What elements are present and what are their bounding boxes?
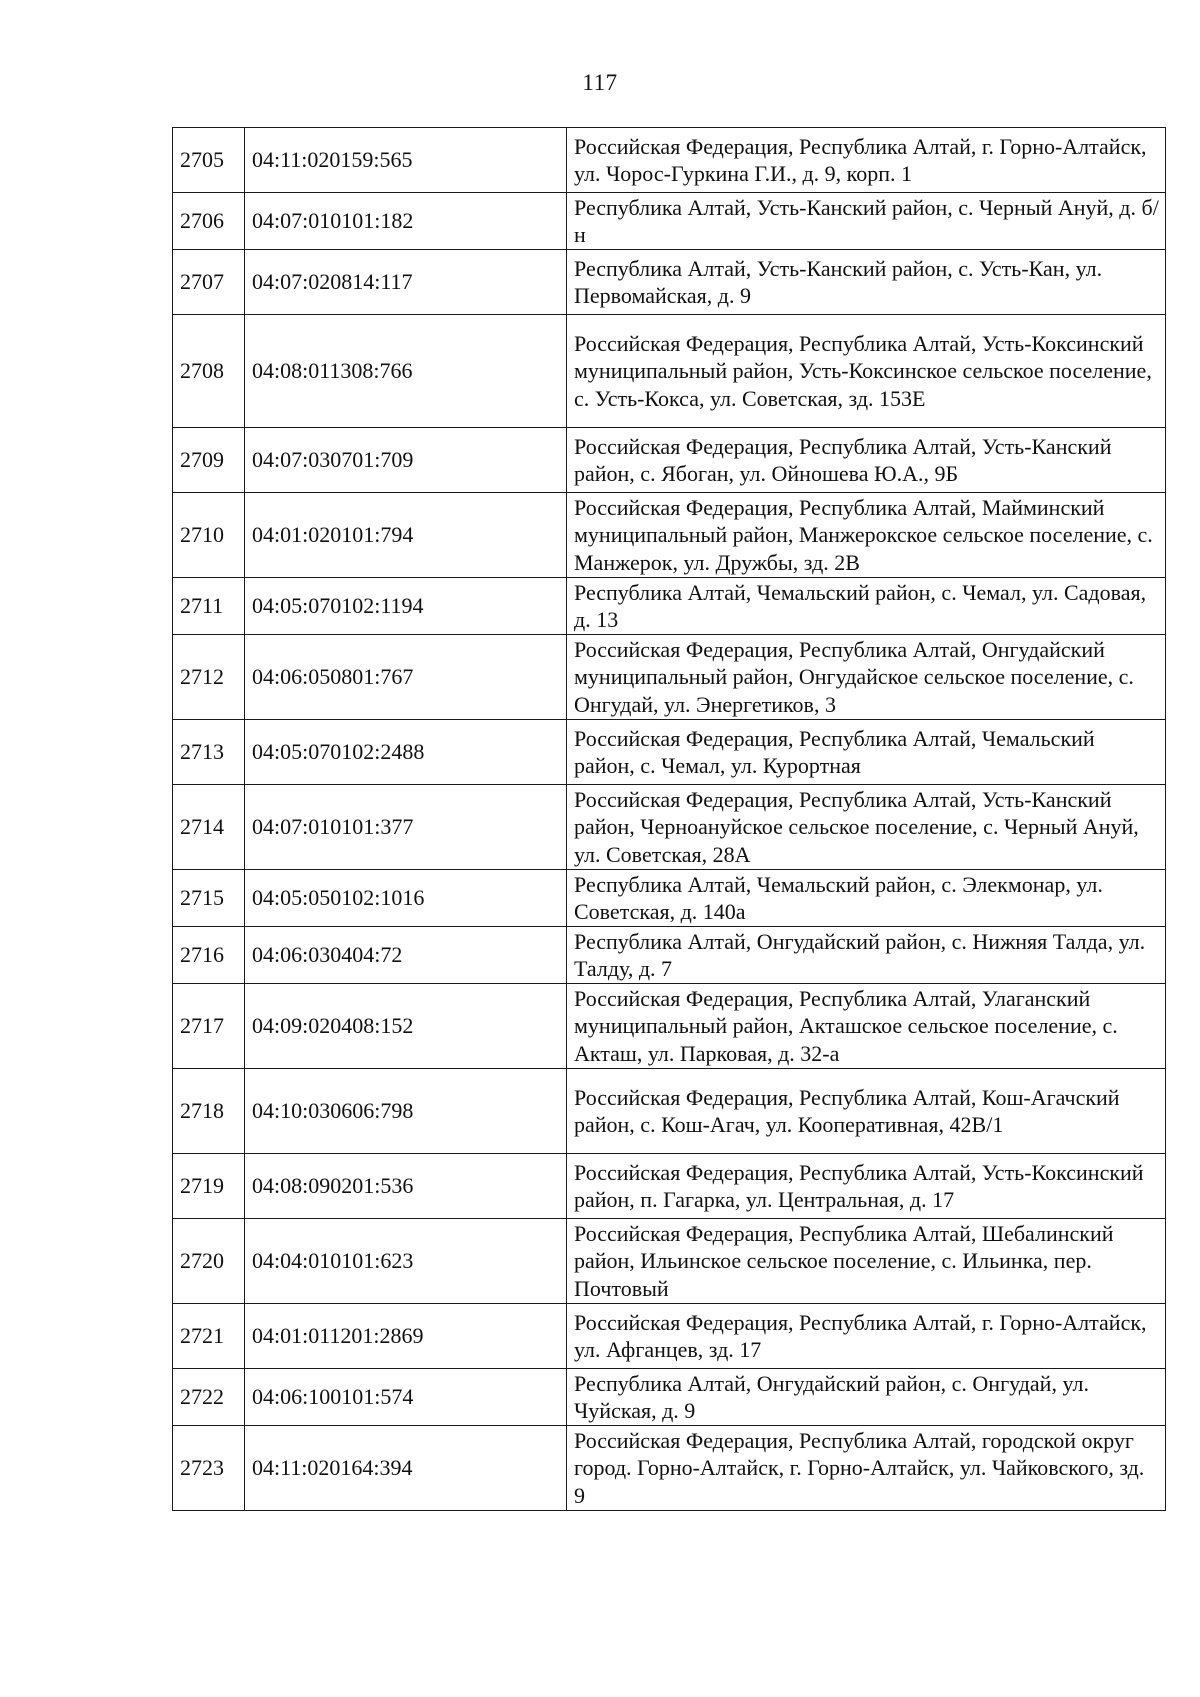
address: Российская Федерация, Республика Алтай, Усть-Коксинский район, п. Гагарка, ул. Центральная, д. 17 [567,1154,1166,1219]
address: Республика Алтай, Чемальский район, с. Чемал, ул. Садовая, д. 13 [567,578,1166,635]
cadastral-number: 04:07:030701:709 [245,428,567,493]
table-row [173,870,1166,927]
table-row [173,1426,1166,1511]
cadastral-number: 04:06:050801:767 [245,635,567,720]
cadastral-number: 04:08:011308:766 [245,315,567,428]
address: Российская Федерация, Республика Алтай, городской округ город. Горно-Алтайск, г. Горно-Алтайск, ул. Чайковского, зд. 9 [567,1426,1166,1511]
cadastral-number: 04:11:020164:394 [245,1426,567,1511]
table-row [173,578,1166,635]
table-row [173,128,1166,193]
row-number: 2719 [173,1154,245,1219]
registry-table [172,127,1166,1511]
cadastral-number: 04:08:090201:536 [245,1154,567,1219]
row-number: 2708 [173,315,245,428]
address: Российская Федерация, Республика Алтай, Улаганский муниципальный район, Акташское сельское поселение, с. Акташ, ул. Парковая, д. 32-а [567,984,1166,1069]
row-number: 2718 [173,1069,245,1154]
row-number: 2720 [173,1219,245,1304]
address: Республика Алтай, Онгудайский район, с. Онгудай, ул. Чуйская, д. 9 [567,1369,1166,1426]
table-row [173,1069,1166,1154]
row-number: 2706 [173,193,245,250]
address: Российская Федерация, Республика Алтай, Майминский муниципальный район, Манжерокское сельское поселение, с. Манжерок, ул. Дружбы, зд. 2В [567,493,1166,578]
table-row [173,493,1166,578]
row-number: 2712 [173,635,245,720]
address: Российская Федерация, Республика Алтай, Усть-Канский район, Черноануйское сельское поселение, с. Черный Ануй, ул. Советская, 28А [567,785,1166,870]
cadastral-number: 04:06:100101:574 [245,1369,567,1426]
registry-table-body [173,128,1166,1511]
table-row [173,984,1166,1069]
cadastral-number: 04:05:070102:1194 [245,578,567,635]
cadastral-number: 04:11:020159:565 [245,128,567,193]
table-row [173,1304,1166,1369]
cadastral-number: 04:07:010101:377 [245,785,567,870]
cadastral-number: 04:01:020101:794 [245,493,567,578]
table-row [173,315,1166,428]
row-number: 2717 [173,984,245,1069]
address: Республика Алтай, Онгудайский район, с. Нижняя Талда, ул. Талду, д. 7 [567,927,1166,984]
row-number: 2722 [173,1369,245,1426]
address: Российская Федерация, Республика Алтай, г. Горно-Алтайск, ул. Чорос-Гуркина Г.И., д. 9, корп. 1 [567,128,1166,193]
cadastral-number: 04:10:030606:798 [245,1069,567,1154]
address: Российская Федерация, Республика Алтай, Онгудайский муниципальный район, Онгудайское сельское поселение, с. Онгудай, ул. Энергетиков, 3 [567,635,1166,720]
address: Российская Федерация, Республика Алтай, Усть-Канский район, с. Ябоган, ул. Ойношева Ю.А., 9Б [567,428,1166,493]
table-row [173,1154,1166,1219]
address: Российская Федерация, Республика Алтай, Кош-Агачский район, с. Кош-Агач, ул. Кооперативная, 42В/1 [567,1069,1166,1154]
cadastral-number: 04:04:010101:623 [245,1219,567,1304]
table-row [173,1219,1166,1304]
table-row [173,250,1166,315]
table-row [173,193,1166,250]
cadastral-number: 04:09:020408:152 [245,984,567,1069]
table-row [173,635,1166,720]
address: Республика Алтай, Усть-Канский район, с. Черный Ануй, д. б/н [567,193,1166,250]
row-number: 2716 [173,927,245,984]
cadastral-number: 04:07:010101:182 [245,193,567,250]
row-number: 2711 [173,578,245,635]
address: Республика Алтай, Чемальский район, с. Элекмонар, ул. Советская, д. 140а [567,870,1166,927]
address: Российская Федерация, Республика Алтай, Шебалинский район, Ильинское сельское поселение, с. Ильинка, пер. Почтовый [567,1219,1166,1304]
row-number: 2709 [173,428,245,493]
address: Республика Алтай, Усть-Канский район, с. Усть-Кан, ул. Первомайская, д. 9 [567,250,1166,315]
cadastral-number: 04:05:070102:2488 [245,720,567,785]
cadastral-number: 04:01:011201:2869 [245,1304,567,1369]
table-row [173,927,1166,984]
page-number: 117 [582,70,618,95]
row-number: 2705 [173,128,245,193]
cadastral-number: 04:06:030404:72 [245,927,567,984]
row-number: 2715 [173,870,245,927]
address: Российская Федерация, Республика Алтай, Чемальский район, с. Чемал, ул. Курортная [567,720,1166,785]
row-number: 2707 [173,250,245,315]
address: Российская Федерация, Республика Алтай, г. Горно-Алтайск, ул. Афганцев, зд. 17 [567,1304,1166,1369]
row-number: 2713 [173,720,245,785]
row-number: 2714 [173,785,245,870]
table-row [173,720,1166,785]
row-number: 2723 [173,1426,245,1511]
table-row [173,428,1166,493]
address: Российская Федерация, Республика Алтай, Усть-Коксинский муниципальный район, Усть-Коксинское сельское поселение, с. Усть-Кокса, ул. Советская, зд. 153Е [567,315,1166,428]
cadastral-number: 04:07:020814:117 [245,250,567,315]
row-number: 2710 [173,493,245,578]
cadastral-number: 04:05:050102:1016 [245,870,567,927]
row-number: 2721 [173,1304,245,1369]
table-row [173,1369,1166,1426]
table-row [173,785,1166,870]
